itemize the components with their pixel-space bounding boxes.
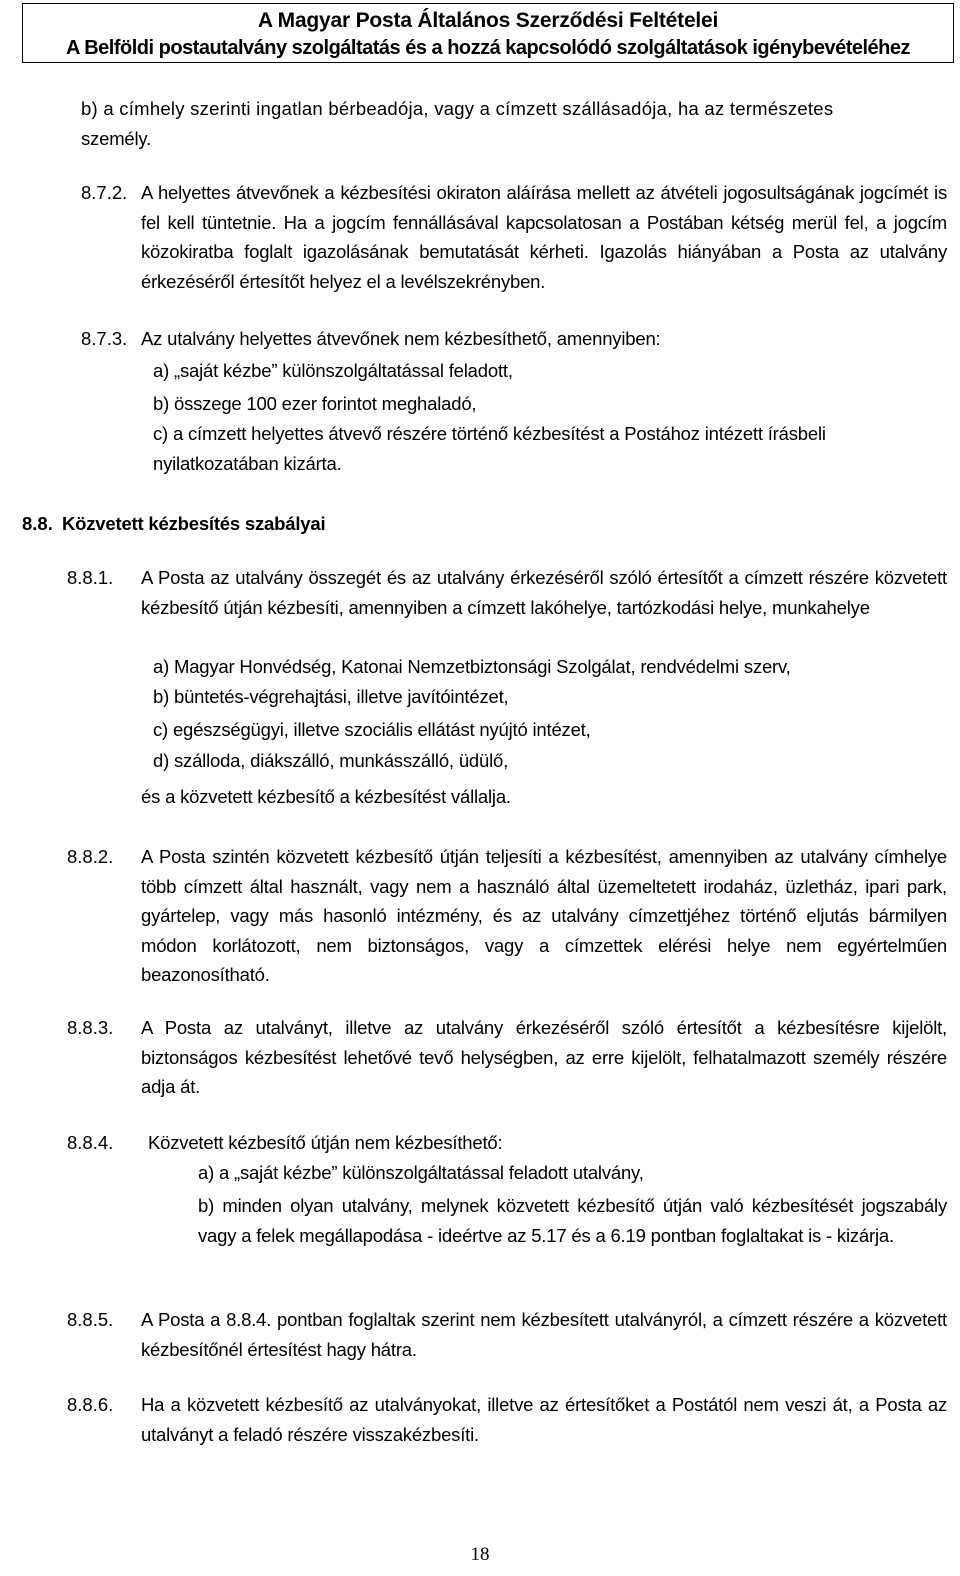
list-item-8-8-1-c: c) egészségügyi, illetve szociális ellátást nyújtó intézet, xyxy=(153,719,591,740)
section-number-8-8-5: 8.8.5. xyxy=(67,1309,114,1330)
section-intro-8-8-4: Közvetett kézbesítő útján nem kézbesíthető: xyxy=(148,1132,503,1153)
section-text-8-8-1: A Posta az utalvány összegét és az utalvány érkezéséről szóló értesítőt a címzett részére közvetett kézbesítő útján kézbesíti, amennyiben a címzett lakóhelye, tartózkodási helye, munkahelye xyxy=(141,567,947,618)
list-item-8-8-4-b: b) minden olyan utalvány, melynek közvetett kézbesítő útján való kézbesítését jogszabály vagy a felek megállapodása - ideértve az 5.17 és a 6.19 pontban foglaltakat is - kizárja. xyxy=(198,1195,947,1246)
section-number-8-8: 8.8. xyxy=(22,513,53,534)
section-text-8-8-3: A Posta az utalványt, illetve az utalvány érkezéséről szóló értesítőt a kézbesítésre kijelölt, biztonságos kézbesítést lehetővé tevő helységben, az erre kijelölt, felhatalmazott személy részére adja át. xyxy=(141,1017,947,1097)
list-item-8-7-3-a: a) „saját kézbe” különszolgáltatással feladott, xyxy=(153,360,513,381)
page-number: 18 xyxy=(470,1544,490,1565)
list-item-b-continued-end: személy. xyxy=(81,128,152,149)
list-item-8-7-3-b: b) összege 100 ezer forintot meghaladó, xyxy=(153,393,477,414)
section-number-8-7-3: 8.7.3. xyxy=(81,328,128,349)
list-item-8-8-1-b: b) büntetés-végrehajtási, illetve javítóintézet, xyxy=(153,686,509,707)
section-number-8-8-2: 8.8.2. xyxy=(67,846,114,867)
list-item-8-8-1-d: d) szálloda, diákszálló, munkásszálló, üdülő, xyxy=(153,750,509,771)
section-outro-8-8-1: és a közvetett kézbesítő a kézbesítést vállalja. xyxy=(141,786,511,807)
section-heading-8-8: Közvetett kézbesítés szabályai xyxy=(62,513,326,534)
section-number-8-7-2: 8.7.2. xyxy=(81,182,128,203)
list-item-b-continued: b) a címhely szerinti ingatlan bérbeadója, vagy a címzett szállásadója, ha az természetes xyxy=(81,98,834,119)
section-number-8-8-6: 8.8.6. xyxy=(67,1394,114,1415)
section-text-8-8-5: A Posta a 8.8.4. pontban foglaltak szerint nem kézbesített utalványról, a címzett részére a közvetett kézbesítőnél értesítést hagy hátra. xyxy=(141,1309,947,1360)
list-item-8-8-4-a: a) a „saját kézbe” különszolgáltatással feladott utalvány, xyxy=(198,1162,644,1183)
section-number-8-8-3: 8.8.3. xyxy=(67,1017,114,1038)
list-item-8-8-1-a: a) Magyar Honvédség, Katonai Nemzetbiztonsági Szolgálat, rendvédelmi szerv, xyxy=(153,656,791,677)
section-text-8-7-2: A helyettes átvevőnek a kézbesítési okiraton aláírása mellett az átvételi jogosultságának jogcímét is fel kell tüntetnie. Ha a jogcím fennállásával kapcsolatosan a Postában kétség merül fel, a jogcím közokiratba foglalt igazolásának bemutatását kérheti. Igazolás hiányában a Posta az utalvány érkezéséről értesítőt helyez el a levélszekrényben. xyxy=(141,182,947,292)
section-text-8-8-2: A Posta szintén közvetett kézbesítő útján teljesíti a kézbesítést, amennyiben az utalvány címhelye több címzett által használt, vagy nem a használó által üzemeltetett irodaház, üzletház, ipari park, gyártelep, vagy más hasonló intézmény, és az utalvány címzettjéhez történő eljutás bármilyen módon korlátozott, nem biztonságos, vagy a címzettek elérési helye nem egyértelműen beazonosítható. xyxy=(141,846,947,985)
section-text-8-8-6: Ha a közvetett kézbesítő az utalványokat, illetve az értesítőket a Postától nem veszi át, a Posta az utalványt a feladó részére visszakézbesíti. xyxy=(141,1394,947,1445)
section-number-8-8-4: 8.8.4. xyxy=(67,1132,114,1153)
section-number-8-8-1: 8.8.1. xyxy=(67,567,114,588)
header-title: A Magyar Posta Általános Szerződési Feltételei xyxy=(257,9,719,32)
section-intro-8-7-3: Az utalvány helyettes átvevőnek nem kézbesíthető, amennyiben: xyxy=(141,328,661,349)
header-subtitle: A Belföldi postautalvány szolgáltatás és a hozzá kapcsolódó szolgáltatások igénybevételéhez xyxy=(65,37,910,59)
list-item-8-7-3-c: c) a címzett helyettes átvevő részére történő kézbesítést a Postához intézett írásbeli nyilatkozatában kizárta. xyxy=(153,423,826,474)
